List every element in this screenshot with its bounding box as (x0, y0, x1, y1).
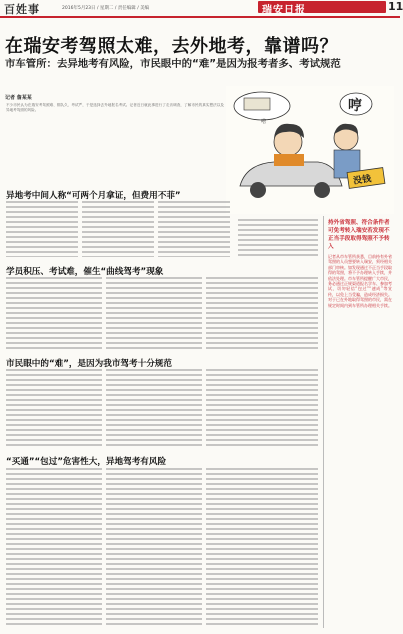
masthead-rule (0, 16, 400, 18)
section-heading: “买通”“包过”危害性大，异地驾考有风险 (6, 457, 167, 467)
page-number: 11 (388, 0, 403, 13)
byline: 记者 詹某某 (5, 95, 32, 101)
sidebar-text: 记者从市车管所获悉，目前持有外省驾照的人员想要转入瑞安，须经相关部门审核。如发现通过不正当手段取得的驾照，将不予办理转入手续，并依法处理。市车管所提醒广大市民，务必通过正规渠道报名学车、参加考试，切勿轻信“包过”“速成”等宣传，以免上当受骗，造成经济损失。对于已在外地取得驾照的市民，需在规定时间内到车管所办理相关手续。 (328, 254, 392, 308)
section-3-column-1 (6, 369, 102, 447)
section-1-column-2 (82, 201, 154, 257)
section-1-column-3 (158, 201, 230, 257)
cartoon-illustration (226, 86, 394, 214)
speech-label: 哼 (348, 98, 362, 114)
section-2-column-1 (6, 277, 102, 349)
section-3-column-3 (206, 369, 318, 447)
lede-paragraph: 不少市民认为在瑞安考驾照难、排队久、考试严，于是选择去外地报名考试。记者近日就此事进行了走访调查，了解市民的真实想法以及异地考驾照的风险。 (6, 103, 224, 112)
section-2-column-3 (206, 277, 318, 349)
section-4-column-1 (6, 468, 102, 628)
no-money-label: 没钱 (352, 174, 372, 187)
section-1-column-4 (238, 219, 318, 259)
section-1-column-1 (6, 201, 78, 257)
headline: 在瑞安考驾照太难，去外地考，靠谱吗？ (5, 36, 338, 57)
bubble-label: 嗒 (261, 119, 267, 125)
section-heading: 市民眼中的“难”，是因为我市驾考十分规范 (6, 359, 172, 369)
section-3-column-2 (106, 369, 202, 447)
car-wheel-icon (250, 182, 266, 198)
subheadline: 市车管所：去异地考有风险，市民眼中的“难”是因为报考者多、考试规范 (5, 58, 341, 70)
date-line: 2016年5月23日 / 星期二 / 责任编辑 / 美编 (62, 6, 150, 11)
section-4-column-2 (106, 468, 202, 628)
section-heading: 异地考中间人称“可两个月拿证，但费用不菲” (6, 191, 181, 201)
section-heading: 学员积压、考试难，催生“曲线驾考”现象 (6, 267, 164, 277)
sidebar-divider (323, 216, 324, 628)
sidebar-title: 持外省驾照、符合条件者可免考转入瑞安若发现不正当手段取得驾照不予转入 (328, 220, 390, 250)
bubble-car-icon (244, 98, 270, 110)
section-2-column-2 (106, 277, 202, 349)
sidebar-box (328, 219, 392, 308)
section-name: 百姓事 (4, 3, 40, 16)
car-wheel-icon (314, 182, 330, 198)
person-shirt-icon (274, 154, 304, 166)
paper-name: 瑞安日报 (262, 5, 306, 16)
masthead (0, 0, 403, 16)
section-4-column-3 (206, 468, 318, 628)
